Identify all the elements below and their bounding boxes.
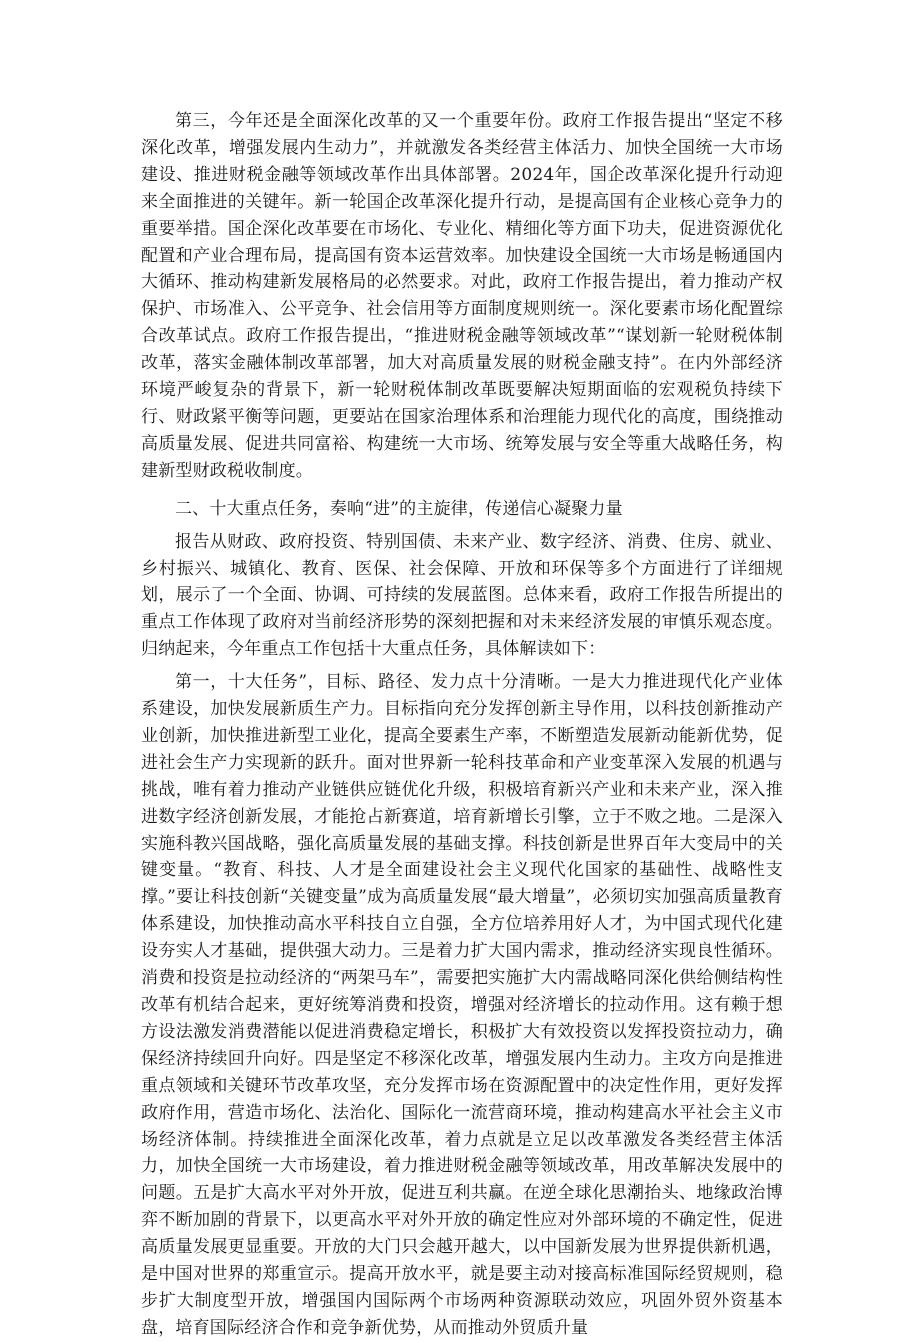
paragraph-gap <box>141 485 783 491</box>
paragraph-ten-tasks: 第一，十大任务”，目标、路径、发力点十分清晰。一是大力推进现代化产业体系建设，加快发展新质生产力。目标指向充分发挥创新主导作用，以科技创新推动产业创新，加快推进新型工业化，提高全要素生产率，不断塑造发展新动能新优势，促进社会生产力实现新的跃升。面对世界新一轮科技革命和产业变革深入发展的机遇与挑战，唯有着力推动产业链供应链优化升级，积极培育新兴产业和未来产业，深入推进数字经济创新发展，才能抢占新赛道，培育新增长引擎，立于不败之地。二是深入实施科教兴国战略，强化高质量发展的基础支撑。科技创新是世界百年大变局中的关键变量。“教育、科技、人才是全面建设社会主义现代化国家的基础性、战略性支撑。”要让科技创新“关键变量”成为高质量发展“最大增量”，必须切实加强高质量教育体系建设，加快推动高水平科技自立自强，全方位培养用好人才，为中国式现代化建设夯实人才基础，提供强大动力。三是着力扩大国内需求，推动经济实现良性循环。消费和投资是拉动经济的“两架马车”，需要把实施扩大内需战略同深化供给侧结构性改革有机结合起来，更好统筹消费和投资，增强对经济增长的拉动作用。这有赖于想方设法激发消费潜能以促进消费稳定增长，积极扩大有效投资以发挥投资拉动力，确保经济持续回升向好。四是坚定不移深化改革，增强发展内生动力。主攻方向是推进重点领域和关键环节改革攻坚，充分发挥市场在资源配置中的决定性作用，更好发挥政府作用，营造市场化、法治化、国际化一流营商环境，推动构建高水平社会主义市场经济体制。持续推进全面深化改革，着力点就是立足以改革激发各类经营主体活力，加快全国统一大市场建设，着力推进财税金融等领域改革，用改革解决发展中的问题。五是扩大高水平对外开放，促进互利共赢。在逆全球化思潮抬头、地缘政治博弈不断加剧的背景下，以更高水平对外开放的确定性应对外部环境的不确定性，促进高质量发展更显重要。开放的大门只会越开越大，以中国新发展为世界提供新机遇，是中国对世界的郑重宣示。提高开放水平，就是要主动对接高标准国际经贸规则，稳步扩大制度型开放，增强国内国际两个市场两种资源联动效应，巩固外贸外资基本盘，培育国际经济合作和竞争新优势，从而推动外贸质升量 <box>141 672 783 1338</box>
paragraph-overview: 报告从财政、政府投资、特别国债、未来产业、数字经济、消费、住房、就业、乡村振兴、城镇化、教育、医保、社会保障、开放和环保等多个方面进行了详细规划，展示了一个全面、协调、可持续的发展蓝图。总体来看，政府工作报告所提出的重点工作体现了政府对当前经济形势的深刻把握和对未来经济发展的审慎乐观态度。归纳起来，今年重点工作包括十大重点任务，具体解读如下： <box>141 531 783 660</box>
paragraph-reform: 第三，今年还是全面深化改革的又一个重要年份。政府工作报告提出“坚定不移深化改革，增强发展内生动力”，并就激发各类经营主体活力、加快全国统一大市场建设、推进财税金融等领域改革作出具体部署。2024年，国企改革深化提升行动迎来全面推进的关键年。新一轮国企改革深化提升行动，是提高国有企业核心竞争力的重要举措。国企深化改革要在市场化、专业化、精细化等方面下功夫，促进资源优化配置和产业合理布局，提高国有资本运营效率。加快建设全国统一大市场是畅通国内大循环、推动构建新发展格局的必然要求。对此，政府工作报告提出，着力推动产权保护、市场准入、公平竞争、社会信用等方面制度规则统一。深化要素市场化配置综合改革试点。政府工作报告提出，“推进财税金融等领域改革”“谋划新一轮财税体制改革，落实金融体制改革部署，加大对高质量发展的财税金融支持”。在内外部经济环境严峻复杂的背景下，新一轮财税体制改革既要解决短期面临的宏观税负持续下行、财政紧平衡等问题，更要站在国家治理体系和治理能力现代化的高度，围绕推动高质量发展、促进共同富裕、构建统一大市场、统筹发展与安全等重大战略任务，构建新型财政税收制度。 <box>141 111 783 481</box>
section-heading: 二、十大重点任务，奏响“进”的主旋律，传递信心凝聚力量 <box>175 498 623 519</box>
document-body <box>141 108 783 1342</box>
